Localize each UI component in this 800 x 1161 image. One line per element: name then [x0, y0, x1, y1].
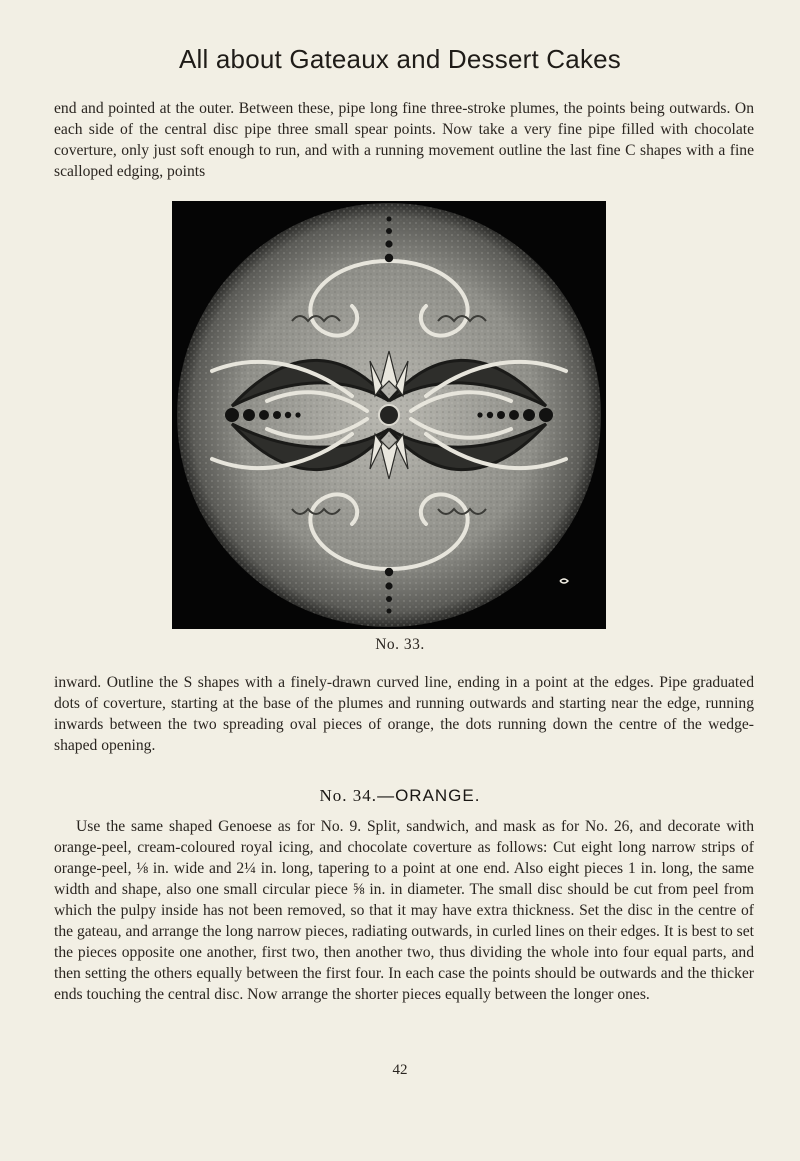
decorated-gateau-photo-icon: [172, 201, 606, 629]
figure-caption: No. 33.: [375, 636, 425, 653]
running-head-title: All about Gateaux and Dessert Cakes: [178, 44, 622, 74]
section-title: —ORANGE.: [377, 786, 481, 805]
section-heading: [0, 786, 800, 806]
section-number: No. 34.: [319, 786, 378, 805]
paragraph-text: end and pointed at the outer. Between these, pipe long fine three-stroke plumes, the points being outwards. On each side of the central disc pipe three small spear points. Now take a very fine pipe filled with chocolate coverture, only just soft enough to run, and with a running movement outline the last fine C shapes with a fine scalloped edging, points: [54, 100, 754, 180]
page-number: 42: [392, 1062, 408, 1078]
body-paragraph-2: [54, 672, 754, 756]
paragraph-text: Use the same shaped Genoese as for No. 9. Split, sandwich, and mask as for No. 26, and decorate with orange-peel, cream-coloured royal icing, and chocolate coverture as follows: Cut eight long narrow strips of orange-peel, ⅛ in. wide and 2¼ in. long, tapering to a point at one end. Also eight pieces 1 in. long, the same width and shape, also one small circular piece ⅝ in. in diameter. The small disc should be cut from peel from which the pulpy inside has not been removed, so that it may have extra thickness. Set the disc in the centre of the gateau, and arrange the long narrow pieces, radiating outwards, in curled lines on their edges. It is best to set the pieces opposite one another, first two, then another two, thus dividing the whole into four equal parts, and then setting the others equally between the first four. In each case the points should be outwards and the thicker ends touching the central disc. Now arrange the shorter pieces equally between the longer ones.: [54, 818, 754, 1003]
gateau-photograph: [172, 201, 606, 629]
body-paragraph-3: [54, 816, 754, 1005]
paragraph-text: inward. Outline the S shapes with a finely-drawn curved line, ending in a point at the edges. Pipe graduated dots of coverture, starting at the base of the plumes and running outwards and starting near the edge, running inwards between the two spreading oval pieces of orange, the dots running down the centre of the wedge-shaped opening.: [54, 674, 754, 754]
body-paragraph-1: [54, 98, 754, 182]
